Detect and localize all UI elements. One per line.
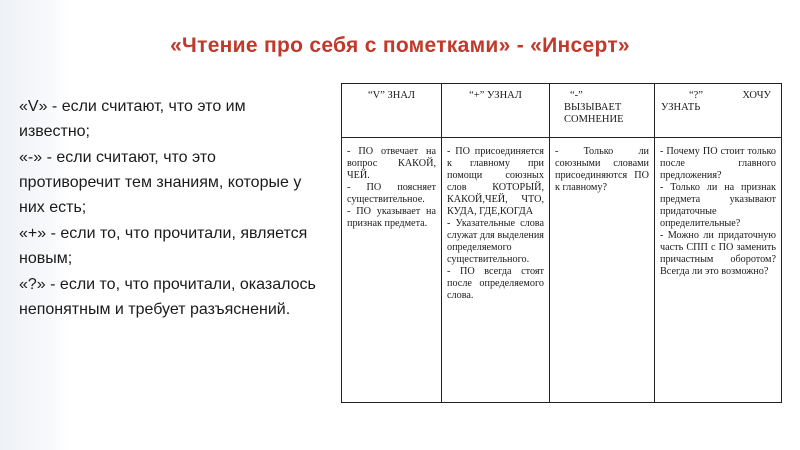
list-item: - Только ли союзными словами присоединяются ПО к главному? <box>555 146 649 193</box>
legend-item-unclear: «?» - если то, что прочитали, оказалось непонятным и требует разъяснений. <box>19 276 316 318</box>
list-item: - ПО поясняет существительное. <box>347 182 436 205</box>
cell-want-to-know <box>655 138 782 403</box>
header-want-to-know <box>655 84 782 138</box>
list-item: - Можно ли придаточную часть СПП с ПО заменить причастным оборотом? Всегда ли это возможно? <box>660 230 776 277</box>
header-doubt <box>550 84 655 138</box>
list-item: - ПО отвечает на вопрос КАКОЙ, ЧЕЙ. <box>347 146 436 181</box>
list-item: - ПО всегда стоят после определяемого слова. <box>447 266 544 301</box>
table-header-row <box>342 84 782 138</box>
cell-knew <box>342 138 442 403</box>
list-item: - ПО указывает на признак предмета. <box>347 206 436 229</box>
cell-doubt <box>550 138 655 403</box>
header-want-mark: “?” <box>689 90 703 101</box>
header-doubt-line3: СОМНЕНИЕ <box>564 114 624 125</box>
cell-learned <box>442 138 550 403</box>
table-row <box>342 138 782 403</box>
list-item: - Почему ПО стоит только после главного предложения? <box>660 146 776 181</box>
header-doubt-mark: “-” <box>570 90 583 101</box>
marks-legend <box>19 94 319 323</box>
header-knew: “V” ЗНАЛ <box>342 84 442 138</box>
legend-item-known: «V» - если считают, что это им известно; <box>19 98 246 140</box>
header-learned: “+” УЗНАЛ <box>442 84 550 138</box>
slide-title: «Чтение про себя с пометками» - «Инсерт» <box>170 34 630 57</box>
legend-item-contradicts: «-» - если считают, что это противоречит тем знаниям, которые у них есть; <box>19 149 302 216</box>
header-doubt-line2: ВЫЗЫВАЕТ <box>564 102 622 113</box>
legend-item-new: «+» - если то, что прочитали, является новым; <box>19 225 308 267</box>
insert-table <box>341 83 782 403</box>
list-item: - ПО присоединяется к главному при помощи союзных слов КОТОРЫЙ, КАКОЙ,ЧЕЙ, ЧТО, КУДА, ГДЕ,КОГДА <box>447 146 544 217</box>
header-know-word: УЗНАТЬ <box>661 102 701 113</box>
list-item: - Только ли на признак предмета указывают придаточные определительные? <box>660 182 776 229</box>
header-want-word: ХОЧУ <box>742 90 771 101</box>
list-item: - Указательные слова служат для выделения определяемого существительного. <box>447 218 544 265</box>
insert-table-container <box>341 83 781 403</box>
